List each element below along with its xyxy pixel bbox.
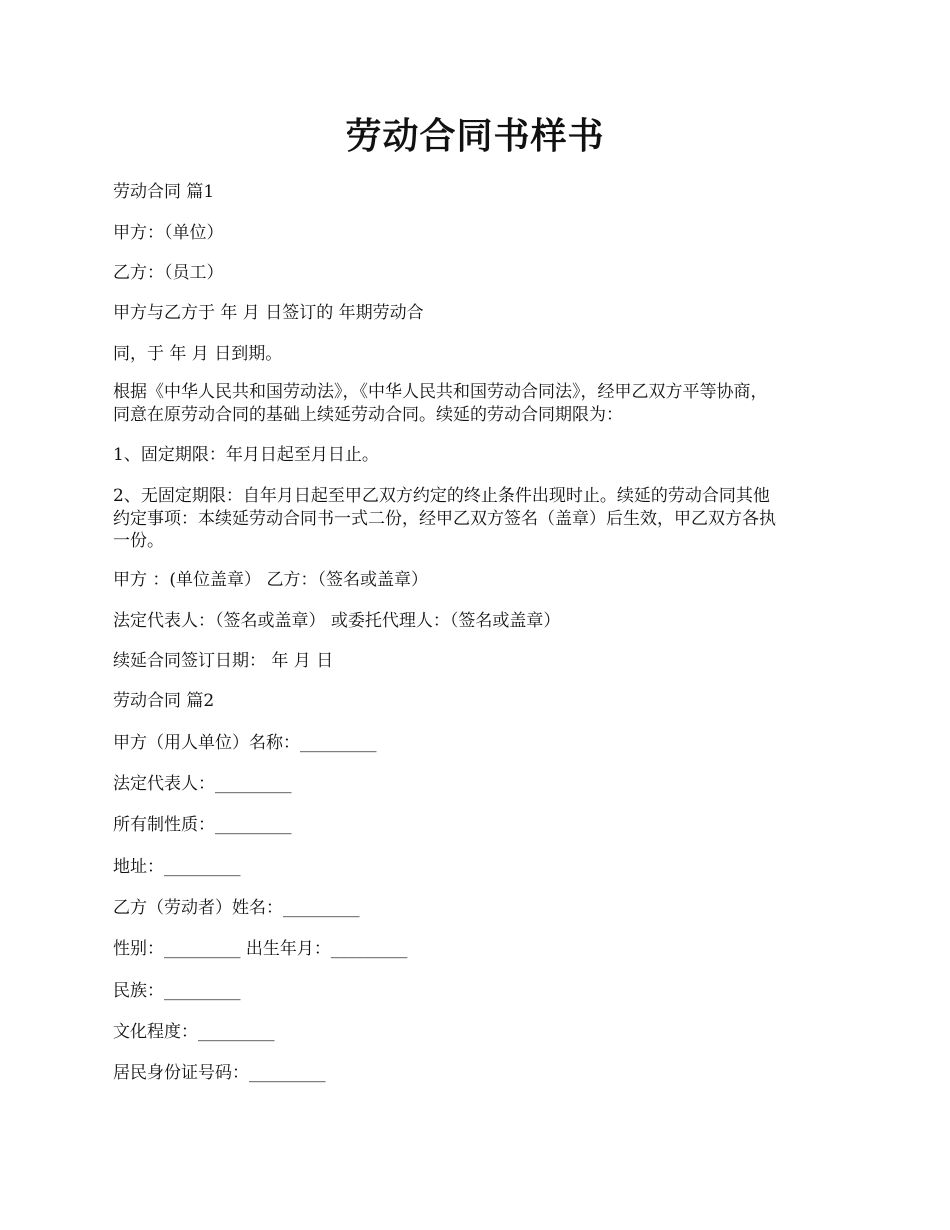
open-term-line-3: 一份。 [113,531,164,551]
open-term-line-2: 约定事项：本续延劳动合同书一式二份，经甲乙双方签名（盖章）后生效，甲乙双方各执 [113,509,776,529]
id-number-field: 居民身份证号码：_________ [113,1063,326,1083]
education-field: 文化程度：_________ [113,1022,275,1042]
basis-paragraph-line-2: 同意在原劳动合同的基础上续延劳动合同。续延的劳动合同期限为： [113,405,623,425]
legal-rep-field: 法定代表人：_________ [113,774,292,794]
basis-paragraph-line-1: 根据《中华人民共和国劳动法》，《中华人民共和国劳动合同法》，经甲乙双方平等协商， [113,382,768,402]
employee-name-field: 乙方（劳动者）姓名：_________ [113,898,360,918]
fixed-term-line: 1、固定期限：年月日起至月日止。 [113,445,379,465]
party-b-line: 乙方：（员工） [113,263,224,283]
section-heading-1: 劳动合同 篇1 [113,182,215,202]
employer-name-field: 甲方（用人单位）名称：_________ [113,733,377,753]
expiry-line: 同，于 年 月 日到期。 [113,344,283,364]
contract-date-line: 甲方与乙方于 年 月 日签订的 年期劳动合 [113,303,424,323]
gender-birth-field: 性别：_________ 出生年月：_________ [113,939,408,959]
signature-parties-line: 甲方 ：(单位盖章） 乙方：（签名或盖章） [113,570,428,590]
ownership-field: 所有制性质：_________ [113,815,292,835]
address-field: 地址：_________ [113,857,241,877]
renewal-date-line: 续延合同签订日期： 年 月 日 [113,651,334,671]
document-title: 劳动合同书样书 [345,115,605,157]
party-a-line: 甲方：（单位） [113,223,224,243]
open-term-line-1: 2、无固定期限：自年月日起至甲乙双方约定的终止条件出现时止。续延的劳动合同其他 [113,486,770,506]
ethnicity-field: 民族：_________ [113,981,241,1001]
section-heading-2: 劳动合同 篇2 [113,691,215,711]
legal-rep-signature-line: 法定代表人：（签名或盖章） 或委托代理人：（签名或盖章） [113,611,561,631]
